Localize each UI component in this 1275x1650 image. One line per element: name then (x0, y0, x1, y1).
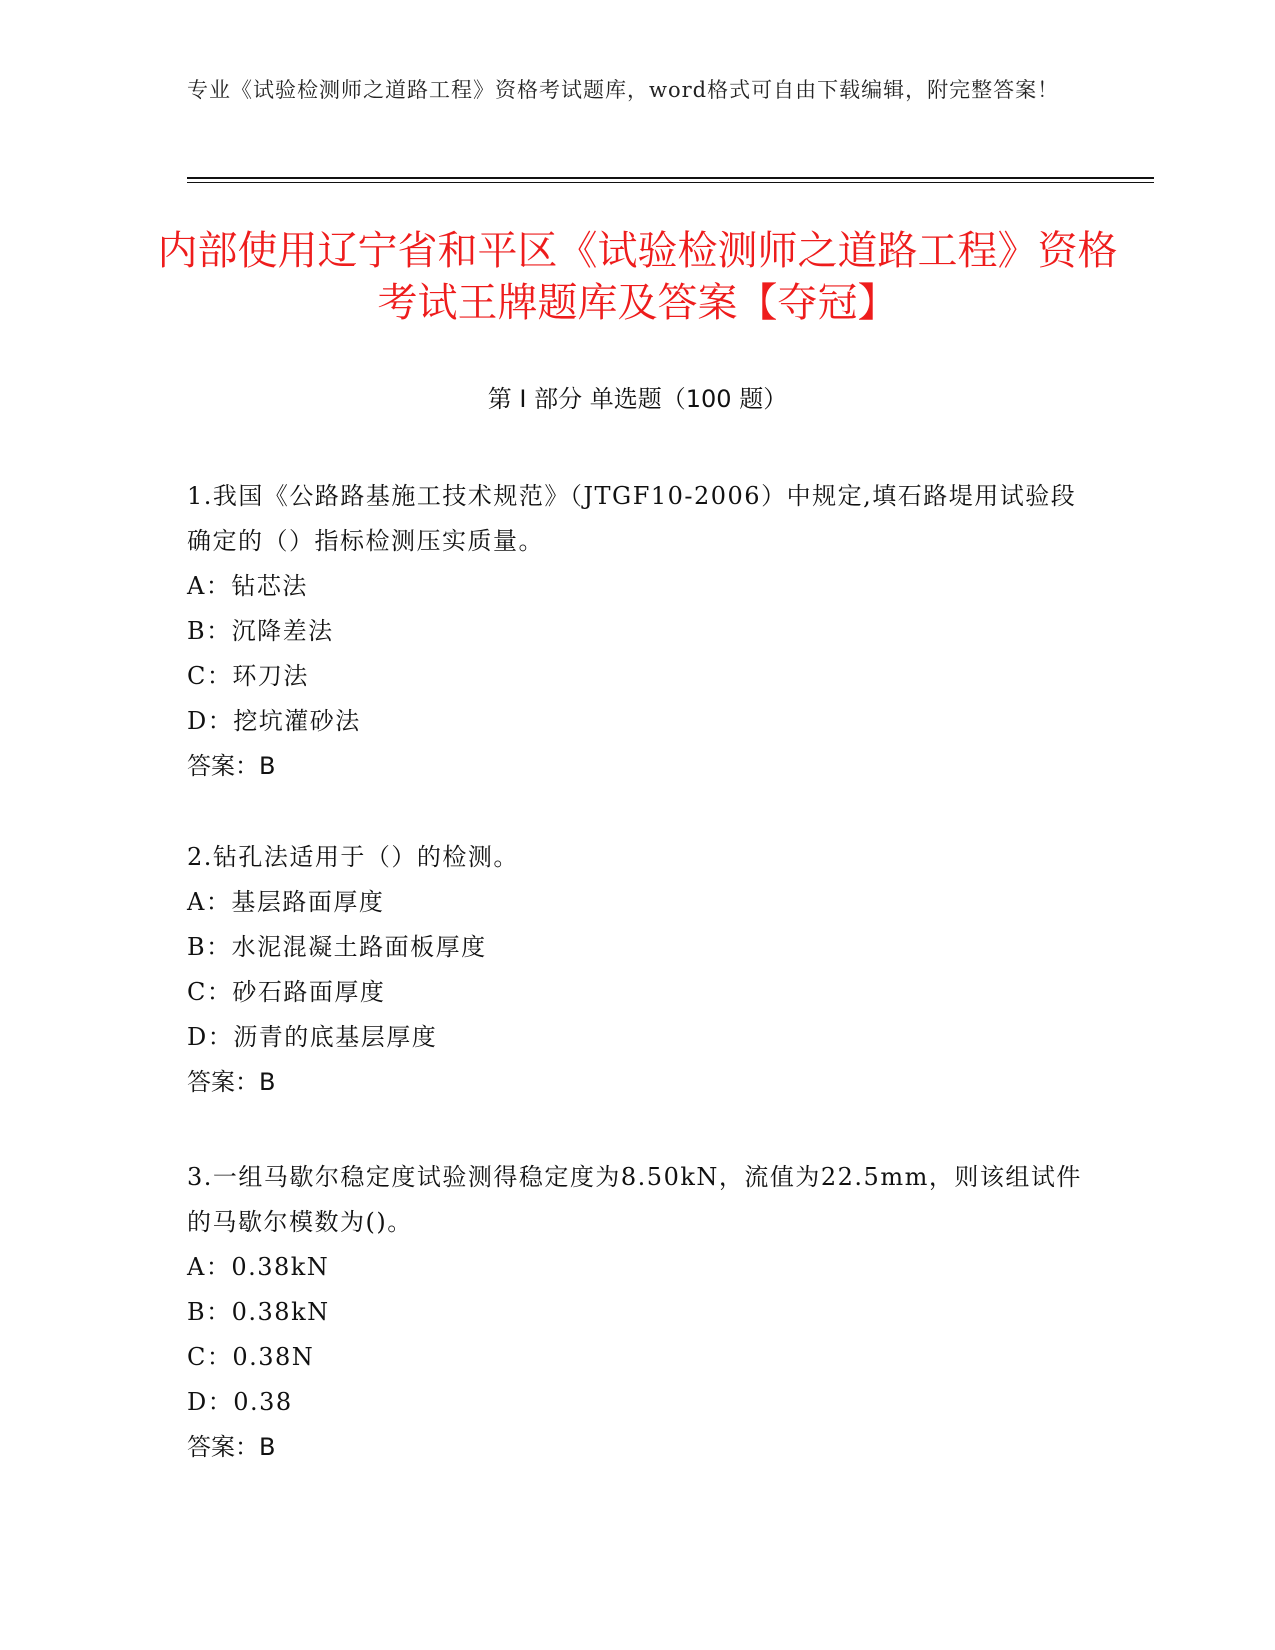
option-a: A：基层路面厚度 (187, 888, 385, 916)
option-c: C：0.38N (187, 1343, 315, 1371)
option-b: B：沉降差法 (187, 617, 334, 645)
question-stem: 3.一组马歇尔稳定度试验测得稳定度为8.50kN，流值为22.5mm，则该组试件的马歇尔模数为()。 (187, 1163, 1082, 1236)
question-stem: 2.钻孔法适用于（）的检测。 (187, 843, 519, 871)
answer: 答案：B (187, 752, 276, 780)
answer: 答案：B (187, 1068, 276, 1096)
question-3 (187, 1155, 1087, 1470)
header-divider-thick (187, 177, 1154, 179)
section-heading: 第 I 部分 单选题（100 题） (487, 385, 788, 413)
option-a: A：钻芯法 (187, 572, 308, 600)
document-title: 内部使用辽宁省和平区《试验检测师之道路工程》资格考试王牌题库及答案【夺冠】 (157, 228, 1118, 326)
option-d: D：挖坑灌砂法 (187, 707, 361, 735)
option-b: B：0.38kN (187, 1298, 330, 1326)
header-note: 专业《试验检测师之道路工程》资格考试题库，word格式可自由下载编辑，附完整答案！ (187, 78, 1060, 102)
answer: 答案：B (187, 1433, 276, 1461)
option-d: D：0.38 (187, 1388, 293, 1416)
question-stem: 1.我国《公路路基施工技术规范》（JTGF10-2006）中规定,填石路堤用试验段确定的（）指标检测压实质量。 (187, 482, 1077, 555)
question-1 (187, 474, 1087, 789)
option-c: C：砂石路面厚度 (187, 978, 386, 1006)
option-b: B：水泥混凝土路面板厚度 (187, 933, 487, 961)
option-c: C：环刀法 (187, 662, 309, 690)
option-d: D：沥青的底基层厚度 (187, 1023, 438, 1051)
question-2 (187, 835, 1087, 1105)
header-divider-thin (187, 182, 1154, 183)
option-a: A：0.38kN (187, 1253, 330, 1281)
